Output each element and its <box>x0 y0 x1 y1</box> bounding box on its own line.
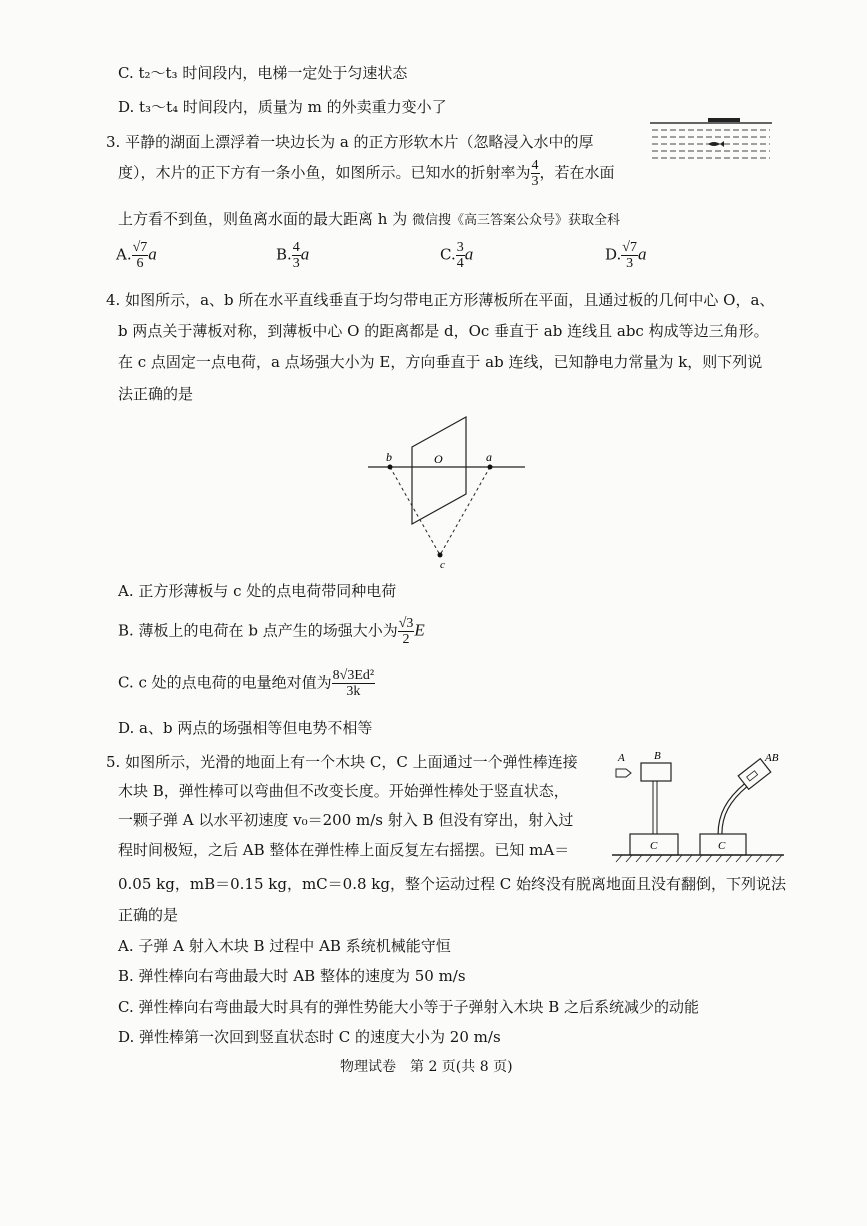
triangle-dashed-sides <box>390 467 490 555</box>
q3-water-figure <box>650 114 772 162</box>
q3-option-b: B. $\frac{4}{3}$ a <box>276 240 310 271</box>
q3-option-a: A. $\frac{√7}{6}$ a <box>116 240 157 271</box>
q3-option-d: D. $\frac{√7}{3}$ a <box>605 240 647 271</box>
q5-option-a: A. 子弹 A 射入木块 B 过程中 AB 系统机械能守恒 <box>118 937 451 955</box>
q5-stem-line4: 程时间极短，之后 AB 整体在弹性棒上面反复左右摇摆。已知 mA＝ <box>118 841 570 859</box>
label-o: O <box>434 452 443 466</box>
refractive-index-fraction: $\frac{4}{3}$ <box>531 158 539 189</box>
label-c-left: C <box>650 840 658 852</box>
q5-stem-line3: 一颗子弹 A 以水平初速度 v₀＝200 m/s 射入 B 但没有穿出，射入过 <box>118 811 574 829</box>
point-c <box>438 553 443 558</box>
straight-rod <box>653 781 657 834</box>
q4-option-a: A. 正方形薄板与 c 处的点电荷带同种电荷 <box>118 582 397 600</box>
q4-stem-line1: 4. 如图所示，a、b 所在水平直线垂直于均匀带电正方形薄板所在平面，且通过板的几何中心 O，a、 <box>106 291 775 309</box>
q3-option-c: C. $\frac{3}{4}$ a <box>440 240 474 271</box>
block-b <box>641 763 671 781</box>
bent-rod <box>720 785 746 834</box>
q4-option-c: C. c 处的点电荷的电量绝对值为 $\frac{\text{8√3Ed²}}{3k}$ <box>118 668 375 699</box>
q2-option-c: C. t₂～t₃ 时间段内，电梯一定处于匀速状态 <box>118 64 408 82</box>
label-ab: AB <box>765 752 779 764</box>
q5-option-d: D. 弹性棒第一次回到竖直状态时 C 的速度大小为 20 m/s <box>118 1028 501 1046</box>
q5-stem-line5: 0.05 kg，mB＝0.15 kg，mC＝0.8 kg，整个运动过程 C 始终没有脱离地面且没有翻倒，下列说法 <box>118 875 786 893</box>
square-plate <box>412 417 466 524</box>
q5-stem-line6: 正确的是 <box>118 906 179 924</box>
q3-stem-line3: 上方看不到鱼，则鱼离水面的最大距离 h 为 微信搜《高三答案公众号》获取全科 <box>118 210 620 228</box>
q2-option-d: D. t₃～t₄ 时间段内，质量为 m 的外卖重力变小了 <box>118 98 447 116</box>
q5-stem-line1: 5. 如图所示，光滑的地面上有一个木块 C，C 上面通过一个弹性棒连接 <box>106 753 578 771</box>
q4-plate-figure <box>360 412 530 572</box>
q4-option-b: B. 薄板上的电荷在 b 点产生的场强大小为 $\frac{√3}{2}$ E <box>118 616 425 647</box>
label-bullet-a: A <box>618 752 625 764</box>
point-b <box>388 465 393 470</box>
q4-stem-line3: 在 c 点固定一点电荷，a 点场强大小为 E，方向垂直于 ab 连线，已知静电力常量为 k，则下列说 <box>118 353 763 371</box>
watermark-note: 微信搜《高三答案公众号》获取全科 <box>411 213 620 228</box>
q5-elastic-rod-figure <box>608 745 788 870</box>
q3-stem-line1: 3. 平静的湖面上漂浮着一块边长为 a 的正方形软木片（忽略浸入水中的厚 <box>106 133 594 151</box>
ground-hatching <box>616 855 782 862</box>
q4-stem-line4: 法正确的是 <box>118 385 194 403</box>
q3-stem-line2: 度），木片的正下方有一条小鱼，如图所示。已知水的折射率为 $\frac{4}{3}$ ，若在水面 <box>118 158 615 189</box>
q4-option-d: D. a、b 两点的场强相等但电势不相等 <box>118 719 373 737</box>
label-c-right: C <box>718 840 726 852</box>
label-c: c <box>440 559 445 571</box>
label-b: b <box>386 450 392 464</box>
label-b: B <box>654 750 661 762</box>
q5-option-c: C. 弹性棒向右弯曲最大时具有的弹性势能大小等于子弹射入木块 B 之后系统减少的动能 <box>118 998 700 1016</box>
fish-icon <box>708 141 724 147</box>
q4-stem-line2: b 两点关于薄板对称，到薄板中心 O 的距离都是 d，Oc 垂直于 ab 连线且 abc 构成等边三角形。 <box>118 322 769 340</box>
point-a <box>488 465 493 470</box>
bullet-icon <box>616 769 631 777</box>
label-a: a <box>486 450 492 464</box>
q5-stem-line2: 木块 B，弹性棒可以弯曲但不改变长度。开始弹性棒处于竖直状态， <box>118 782 569 800</box>
q5-option-b: B. 弹性棒向右弯曲最大时 AB 整体的速度为 50 m/s <box>118 967 466 985</box>
page-footer: 物理试卷 第 2 页(共 8 页) <box>340 1059 513 1075</box>
wood-board <box>708 118 740 122</box>
